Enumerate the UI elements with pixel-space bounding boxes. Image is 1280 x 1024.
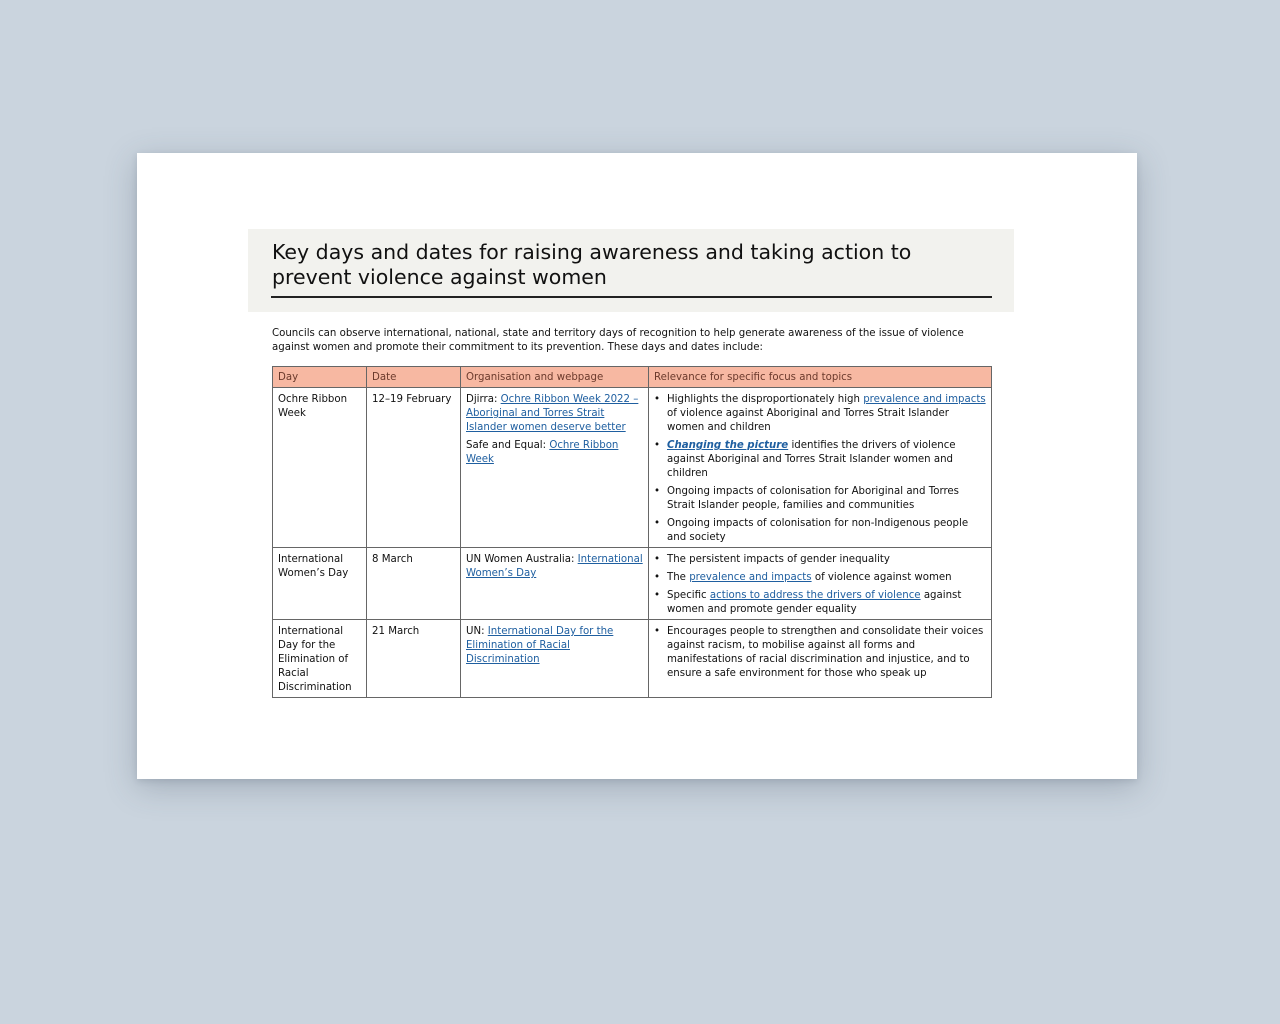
day-cell: International Day for the Elimination of Racial Discrimination <box>273 620 367 698</box>
organisation-entry <box>466 439 643 467</box>
table-header-row <box>273 367 992 388</box>
date-cell: 21 March <box>367 620 461 698</box>
organisation-name: Djirra: <box>466 394 501 405</box>
organisation-cell <box>461 548 649 620</box>
webpage-link[interactable]: Ochre Ribbon Week 2022 – Aboriginal and Torres Strait Islander women deserve better <box>466 394 639 433</box>
organisation-name: UN: <box>466 626 488 637</box>
relevance-link[interactable]: prevalence and impacts <box>689 572 812 583</box>
title-band <box>248 229 1014 312</box>
webpage-link[interactable]: International Women’s Day <box>466 554 643 579</box>
organisation-name: Safe and Equal: <box>466 440 550 451</box>
header-organisation: Organisation and webpage <box>461 367 649 388</box>
webpage-link[interactable]: International Day for the Elimination of Racial Discrimination <box>466 626 614 665</box>
relevance-list <box>654 553 986 617</box>
day-cell: Ochre Ribbon Week <box>273 388 367 548</box>
table-row <box>273 620 992 698</box>
relevance-link[interactable]: prevalence and impacts <box>863 394 986 405</box>
organisation-cell <box>461 388 649 548</box>
table-row <box>273 548 992 620</box>
day-cell: International Women’s Day <box>273 548 367 620</box>
organisation-entry <box>466 393 643 435</box>
relevance-cell <box>649 620 992 698</box>
relevance-item: • Ongoing impacts of colonisation for Aboriginal and Torres Strait Islander people, families and communities <box>654 485 986 513</box>
header-day: Day <box>273 367 367 388</box>
relevance-item: • The prevalence and impacts of violence against women <box>654 571 986 585</box>
relevance-link[interactable]: actions to address the drivers of violence <box>709 590 921 601</box>
document-title: Key days and dates for raising awareness and taking action to prevent violence against women <box>272 240 912 289</box>
organisation-cell <box>461 620 649 698</box>
organisation-name: UN Women Australia: <box>466 554 578 565</box>
title-rule <box>271 296 992 298</box>
relevance-cell <box>649 388 992 548</box>
relevance-item: • Encourages people to strengthen and consolidate their voices against racism, to mobilise against all forms and manifestations of racial discrimination and injustice, and to ensure a safe environment for those who speak up <box>654 625 986 681</box>
relevance-item: • Highlights the disproportionately high prevalence and impacts of violence against Aboriginal and Torres Strait Islander women and children <box>654 393 986 435</box>
intro-paragraph: Councils can observe international, national, state and territory days of recognition to help generate awareness of the issue of violence against women and promote their commitment to its prevention. These days and dates include: <box>272 328 964 353</box>
relevance-item: • Specific actions to address the drivers of violence against women and promote gender equality <box>654 589 986 617</box>
header-date: Date <box>367 367 461 388</box>
relevance-item: • Ongoing impacts of colonisation for non-Indigenous people and society <box>654 517 986 545</box>
relevance-item: • Changing the picture identifies the drivers of violence against Aboriginal and Torres Strait Islander women and children <box>654 439 986 481</box>
organisation-entry <box>466 625 643 667</box>
header-relevance: Relevance for specific focus and topics <box>649 367 992 388</box>
relevance-cell <box>649 548 992 620</box>
document-page <box>137 153 1137 779</box>
date-cell: 12–19 February <box>367 388 461 548</box>
key-dates-table <box>272 366 992 698</box>
relevance-item: • The persistent impacts of gender inequality <box>654 553 986 567</box>
relevance-list <box>654 393 986 545</box>
webpage-link[interactable]: Ochre Ribbon Week <box>466 440 619 465</box>
relevance-list <box>654 625 986 681</box>
date-cell: 8 March <box>367 548 461 620</box>
table-row <box>273 388 992 548</box>
organisation-entry <box>466 553 643 581</box>
relevance-link[interactable]: Changing the picture <box>667 440 789 451</box>
